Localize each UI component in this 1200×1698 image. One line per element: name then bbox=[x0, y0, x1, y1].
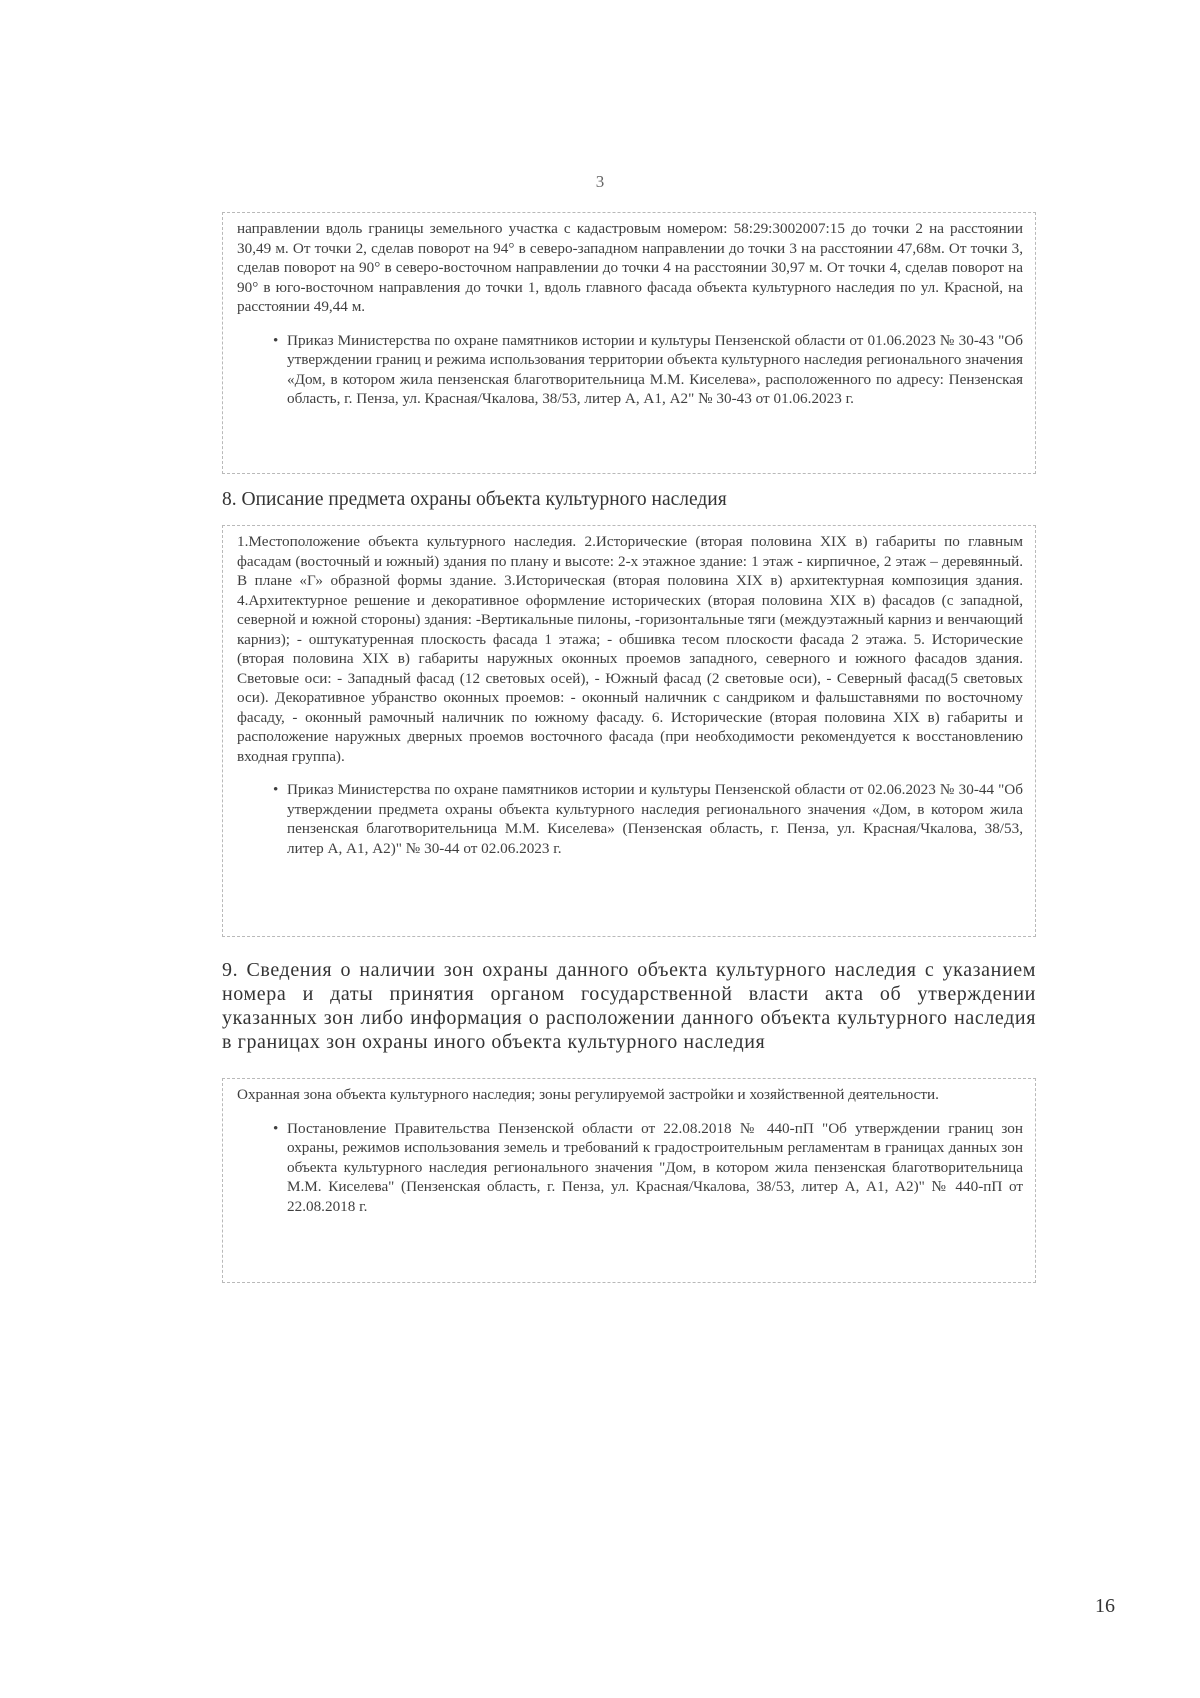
section9-title: 9. Сведения о наличии зон охраны данного объекта культурного наследия с указанием номера и даты принятия органом государственной власти акта об утверждении указанных зон либо информация о расположении данного объекта культурного наследия в границах зон охраны иного объекта культурного наследия bbox=[222, 959, 1036, 1053]
section7-document-item: • Приказ Министерства по охране памятников истории и культуры Пензенской области от 01.06.2023 № 30-43 "Об утверждении границ и режима использования территории объекта культурного наследия регионального значения «Дом, в котором жила пензенская благотворительница М.М. Киселева», расположенного по адресу: Пензенская область, г. Пенза, ул. Красная/Чкалова, 38/53, литер А, А1, А2" № 30-43 от 01.06.2023 г. bbox=[287, 331, 1023, 409]
section8-document-list bbox=[237, 780, 1023, 858]
section8-document-item: • Приказ Министерства по охране памятников истории и культуры Пензенской области от 02.06.2023 № 30-44 "Об утверждении предмета охраны объекта культурного наследия регионального значения «Дом, в котором жила пензенская благотворительница М.М. Киселева» (Пензенская область, г. Пенза, ул. Красная/Чкалова, 38/53, литер А, А1, А2)" № 30-44 от 02.06.2023 г. bbox=[287, 780, 1023, 858]
inner-page-number: 3 bbox=[595, 172, 605, 191]
section9-document-list bbox=[237, 1119, 1023, 1217]
section7-boundary-text: направлении вдоль границы земельного участка с кадастровым номером: 58:29:3002007:15 до точки 2 на расстоянии 30,49 м. От точки 2, сделав поворот на 94° в северо-западном направлении до точки 3 на расстоянии 47,68м. От точки 3, сделав поворот на 90° в северо-восточном направлении до точки 4 на расстоянии 30,97 м. От точки 4, сделав поворот на 90° в юго-восточном направления до точки 1, вдоль главного фасада объекта культурного наследия по ул. Красной, на расстоянии 49,44 м. bbox=[237, 220, 1023, 315]
page-number: 16 bbox=[1095, 1595, 1115, 1617]
section8-box bbox=[222, 525, 1036, 937]
section9-document-item: • Постановление Правительства Пензенской области от 22.08.2018 № 440-пП "Об утверждении границ зон охраны, режимов использования земель и требований к градостроительным регламентам в границах данных зон объекта культурного наследия регионального значения "Дом, в котором жила пензенская благотворительница М.М. Киселева" (Пензенская область, г. Пенза, ул. Красная/Чкалова, 38/53, литер А, А1, А2)" № 440-пП от 22.08.2018 г. bbox=[287, 1119, 1023, 1217]
section9-zone-text: Охранная зона объекта культурного наследия; зоны регулируемой застройки и хозяйственной деятельности. bbox=[237, 1086, 939, 1103]
section8-description-text: 1.Местоположение объекта культурного наследия. 2.Исторические (вторая половина XIX в) габариты по главным фасадам (восточный и южный) здания по плану и высоте: 2-х этажное здание: 1 этаж - кирпичное, 2 этаж – деревянный. В плане «Г» образной формы здание. 3.Историческая (вторая половина XIX в) архитектурная композиция здания. 4.Архитектурное решение и декоративное оформление исторических (вторая половина XIX в) фасадов (с западной, северной и южной стороны) здания: -Вертикальные пилоны, -горизонтальные тяги (междуэтажный карниз и венчающий карниз); - оштукатуренная плоскость фасада 1 этажа; - обшивка тесом плоскости фасада 2 этажа. 5. Исторические (вторая половина XIX в) габариты наружных оконных проемов западного, северного и южного фасадов здания. Световые оси: - Западный фасад (12 световых осей), - Южный фасад (2 световые оси), - Северный фасад(5 световых оси). Декоративное убранство оконных проемов: - оконный наличник с сандриком и фальшставнями по восточному фасаду, - оконный рамочный наличник по южному фасаду. 6. Исторические (вторая половина XIX в) габариты и расположение наружных дверных проемов восточного фасада (при необходимости рекомендуется к восстановлению входная группа). bbox=[237, 533, 1023, 765]
section7-continuation-box bbox=[222, 212, 1036, 474]
section8-title: 8. Описание предмета охраны объекта культурного наследия bbox=[222, 489, 727, 510]
section7-document-list bbox=[237, 331, 1023, 409]
section9-box bbox=[222, 1078, 1036, 1283]
